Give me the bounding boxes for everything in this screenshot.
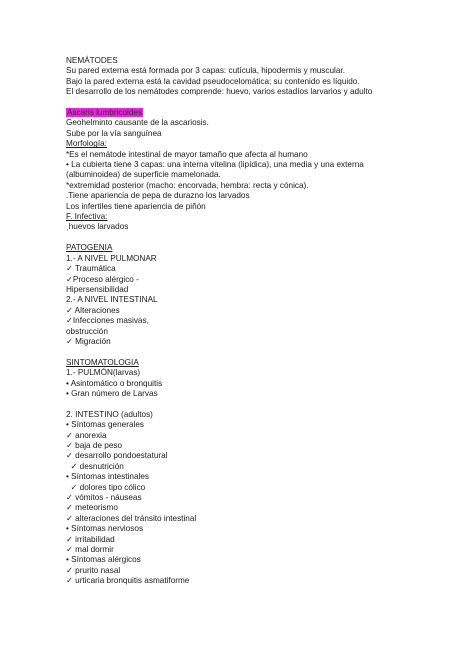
text-line: • La cubierta tiene 3 capas: una interna vitelina (lipídica), una media y una externa [66,160,364,170]
bullet-item: • Síntomas intestinales [66,472,149,482]
checklist-item: ✓ dolores tipo cólico [66,482,146,492]
bullet-item: • Gran número de Larvas [66,388,158,398]
bullet-item: • Síntomas generales [66,420,144,430]
checklist-item: ✓ Alteraciones [66,305,120,315]
text-line: 2.- A NIVEL INTESTINAL [66,295,158,305]
text-line: ˌhuevos larvados [66,222,129,232]
highlighted-heading-ascaris [66,108,466,118]
text-line: 2. INTESTINO (adultos) [66,409,153,419]
checklist-item: ✓ desarrollo pondoestatural [66,451,168,461]
section-title-sintomatologia: SINTOMATOLOGIA [66,357,139,367]
checklist-item: ✓ urticaria bronquitis asmatiforme [66,576,190,586]
document-body [66,56,466,587]
section-title-patogenia: PATOGENIA [66,243,113,253]
text-line: (albuminoidea) de superficie mamelonada. [66,170,221,180]
text-line: .Tiene apariencia de pepa de durazno los larvados [66,191,250,201]
text-line: Hipersensibilidad [66,284,129,294]
text-line: El desarrollo de los nemátodes comprende: huevo, varios estadíos larvarios y adulto [66,87,373,97]
checklist-item: ✓ meteorismo [66,503,118,513]
checklist-item: ✓Infecciones masivas, [66,316,149,326]
checklist-item: ✓ alteraciones del tránsito intestinal [66,513,197,523]
paragraph-gap [66,233,466,243]
text-line: obstrucción [66,326,108,336]
text-line: Bajo la pared externa está la cavidad pseudocelomática; su contenido es líquido. [66,76,360,86]
text-line: 1.- A NIVEL PULMONAR [66,253,157,263]
text-line: Geohelminto causante de la ascariosis. [66,118,209,128]
bullet-item: • Síntomas alérgicos [66,555,141,565]
checklist-item: ✓ Traumática [66,264,116,274]
checklist-item: ✓ irritabilidad [66,534,115,544]
checklist-item: ✓ prurito nasal [66,565,121,575]
paragraph-gap [66,399,466,409]
bullet-item: • Síntomas nerviosos [66,524,144,534]
checklist-item: ✓ desnutrición [66,461,124,471]
text-line: *extremidad posterior (macho: encorvada, hembra: recta y cónica). [66,180,309,190]
text-line: Su pared externa está formada por 3 capas: cutícula, hipodermis y muscular. [66,66,345,76]
subheading-morfologia: Morfología: [66,139,107,149]
text-line: *Es el nemátode intestinal de mayor tamaño que afecta al humano [66,149,308,159]
checklist-item: ✓ baja de peso [66,440,123,450]
checklist-item: ✓ Migración [66,336,111,346]
text-line: Los infertiles tiene apariencia de piñón [66,201,206,211]
highlight-mark: Ascaris lumbricoides [67,108,143,118]
checklist-item: ✓Proceso alérgico - [66,274,139,284]
checklist-item: ✓ anorexia [66,430,107,440]
text-line: Sube por la vía sanguínea [66,128,162,138]
section-title-nematodes: NEMÁTODES [66,56,118,65]
checklist-item: ✓ vómitos - náuseas [66,493,142,502]
subheading-forma-infectiva: F. Infectiva: [66,212,108,222]
text-line: 1.- PULMÓN(larvas) [66,368,141,378]
checklist-item: ✓ mal dormir [66,545,114,555]
paragraph-gap [66,98,466,108]
paragraph-gap [66,347,466,357]
bullet-item: • Asintomático o bronquitis [66,378,163,388]
